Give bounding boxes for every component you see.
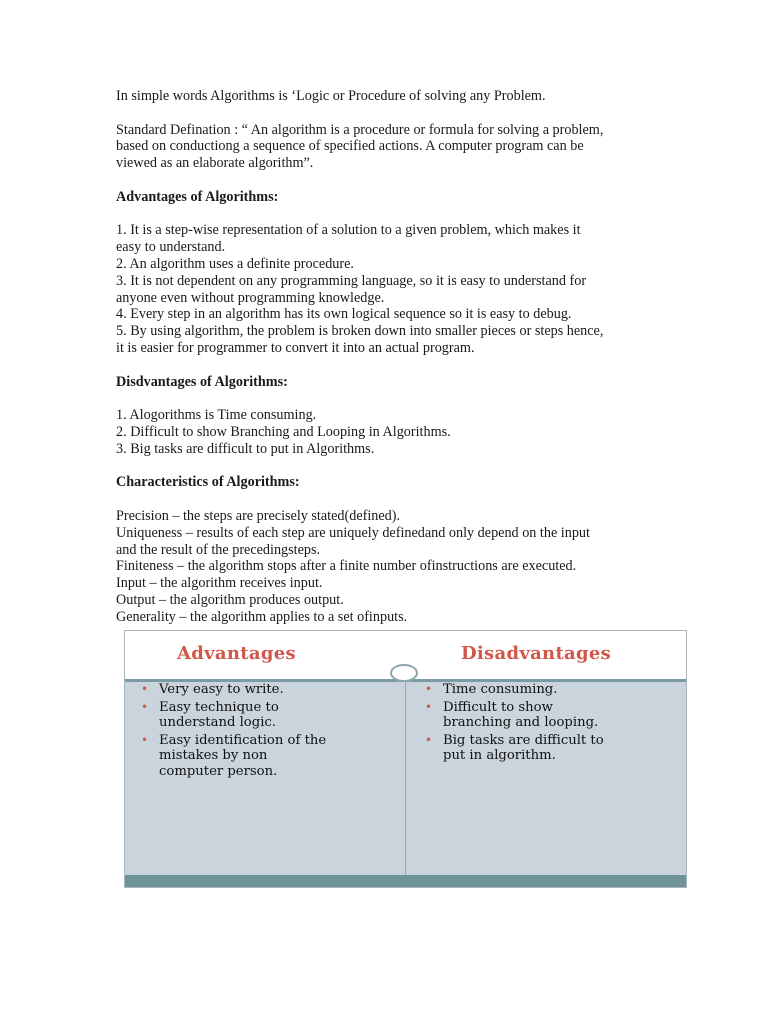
disadvantage-item-text: Time consuming.	[443, 682, 558, 697]
characteristics-heading: Characteristics of Algorithms:	[116, 474, 300, 491]
bullet-icon: •	[425, 732, 433, 747]
disadvantages-line: 1. Alogorithms is Time consuming.	[116, 407, 317, 424]
disadvantages-line: 2. Difficult to show Branching and Looping in Algorithms.	[116, 423, 451, 440]
advantage-item	[141, 682, 391, 698]
advantage-item	[141, 733, 391, 780]
advantages-line: 3. It is not dependent on any programming language, so it is easy to understand for	[116, 272, 587, 289]
slide-advantages-title: Advantages	[177, 643, 296, 664]
definition-line: Standard Defination : “ An algorithm is a procedure or formula for solving a problem,	[116, 121, 604, 138]
center-ring-ornament	[390, 664, 418, 682]
disadvantage-item-text: put in algorithm.	[443, 748, 556, 763]
disadvantage-item-text: Difficult to show	[443, 699, 553, 715]
slide-footer-bar	[125, 875, 686, 887]
characteristics-line: Uniqueness – results of each step are uniquely definedand only depend on the input	[116, 524, 590, 541]
disadvantage-item	[425, 733, 675, 764]
advantage-item-text: mistakes by non	[159, 748, 268, 763]
disadvantages-heading: Disdvantages of Algorithms:	[116, 373, 288, 390]
advantages-line: it is easier for programmer to convert it into an actual program.	[116, 339, 475, 356]
characteristics-line: Input – the algorithm receives input.	[116, 575, 323, 592]
definition-line: viewed as an elaborate algorithm”.	[116, 155, 314, 172]
characteristics-line: Generality – the algorithm applies to a set ofinputs.	[116, 608, 408, 625]
document-body	[116, 88, 656, 626]
disadvantage-item	[425, 700, 675, 731]
slide-disadvantages-title: Disadvantages	[461, 643, 612, 664]
disadvantage-item-text: Big tasks are difficult to	[443, 732, 604, 748]
advantages-line: 5. By using algorithm, the problem is broken down into smaller pieces or steps hence,	[116, 323, 604, 340]
disadvantages-line: 3. Big tasks are difficult to put in Algorithms.	[116, 440, 375, 457]
characteristics-line: and the result of the precedingsteps.	[116, 541, 321, 558]
disadvantage-item	[425, 682, 675, 698]
advantage-item-text: computer person.	[159, 763, 278, 779]
advantage-item-text: understand logic.	[159, 715, 276, 730]
disadvantage-item-text: branching and looping.	[443, 715, 599, 730]
characteristics-line: Output – the algorithm produces output.	[116, 591, 344, 608]
characteristics-line: Finiteness – the algorithm stops after a finite number ofinstructions are executed.	[116, 558, 577, 575]
comparison-slide-image	[124, 630, 687, 888]
advantages-line: 4. Every step in an algorithm has its own logical sequence so it is easy to debug.	[116, 306, 572, 323]
advantages-line: 1. It is a step-wise representation of a solution to a given problem, which makes it	[116, 222, 581, 239]
intro-text: In simple words Algorithms is ‘Logic or Procedure of solving any Problem.	[116, 88, 546, 104]
disadvantages-column	[425, 682, 675, 766]
advantages-column	[141, 682, 391, 781]
bullet-icon: •	[425, 682, 433, 696]
advantage-item	[141, 700, 391, 731]
advantages-heading: Advantages of Algorithms:	[116, 188, 279, 205]
advantage-item-text: Easy identification of the	[159, 732, 327, 748]
advantages-line: 2. An algorithm uses a definite procedure.	[116, 255, 354, 272]
advantage-item-text: Very easy to write.	[159, 682, 284, 697]
column-divider	[405, 681, 406, 877]
bullet-icon: •	[141, 732, 149, 747]
advantage-item-text: Easy technique to	[159, 699, 279, 715]
characteristics-line: Precision – the steps are precisely stated(defined).	[116, 507, 401, 524]
advantages-line: anyone even without programming knowledge.	[116, 289, 385, 306]
bullet-icon: •	[141, 682, 149, 696]
bullet-icon: •	[141, 699, 149, 714]
advantages-line: easy to understand.	[116, 239, 226, 256]
definition-line: based on conductiong a sequence of specified actions. A computer program can be	[116, 138, 584, 155]
bullet-icon: •	[425, 699, 433, 714]
